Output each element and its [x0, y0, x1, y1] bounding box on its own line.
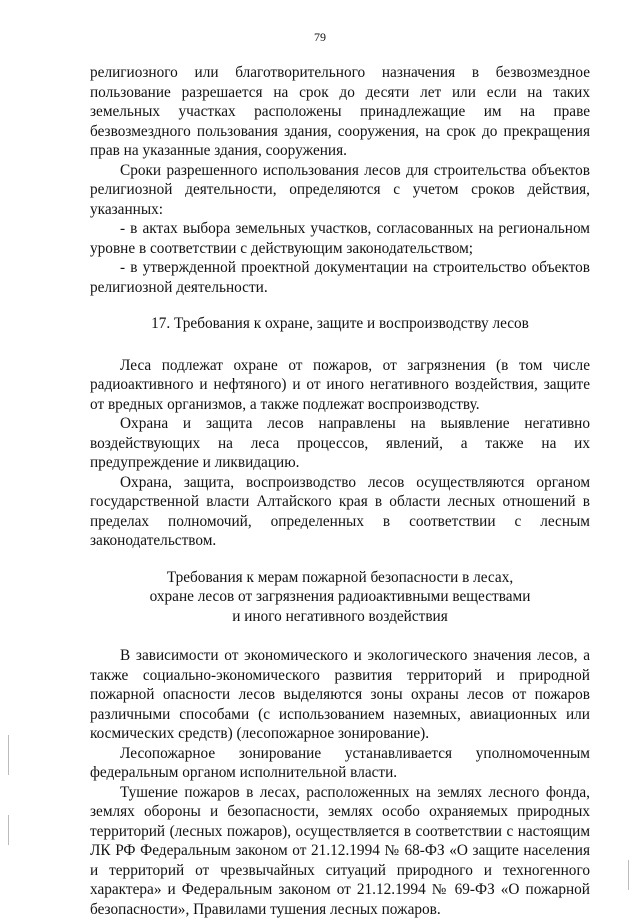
list-item: - в актах выбора земельных участков, согласованных на региональном уровне в соответствии с действующим законодательством;	[90, 219, 590, 258]
paragraph: Охрана и защита лесов направлены на выявление негативно воздействующих на леса процессов, явлений, а также на их предупреждение и ликвидацию.	[90, 414, 590, 473]
scan-artifact	[8, 815, 9, 845]
paragraph: Леса подлежат охране от пожаров, от загрязнения (в том числе радиоактивного и нефтяного) и от иного негативного воздействия, защите от вредных организмов, а также подлежат воспроизводству.	[90, 356, 590, 415]
page-number: 79	[0, 30, 640, 45]
heading-line: и иного негативного воздействия	[90, 607, 590, 627]
paragraph: Сроки разрешенного использования лесов для строительства объектов религиозной деятельности, определяются с учетом сроков действия, указанных:	[90, 161, 590, 220]
heading-line: Требования к мерам пожарной безопасности в лесах,	[90, 568, 590, 588]
paragraph: религиозного или благотворительного назначения в безвозмездное пользование разрешается на срок до десяти лет или если на таких земельных участках расположены принадлежащие им на праве безвозмездного пользования здания, сооружения, на срок до прекращения прав на указанные здания, сооружения.	[90, 63, 590, 161]
paragraph: Охрана, защита, воспроизводство лесов осуществляются органом государственной власти Алтайского края в области лесных отношений в пределах полномочий, определенных в соответствии с лесным законодательством.	[90, 473, 590, 551]
section-heading: 17. Требования к охране, защите и воспроизводству лесов	[90, 314, 590, 334]
paragraph: Лесопожарное зонирование устанавливается уполномоченным федеральным органом исполнительной власти.	[90, 744, 590, 783]
document-body	[90, 63, 590, 919]
paragraph: В зависимости от экономического и экологического значения лесов, а также социально-экономического развития территорий и природной пожарной опасности лесов выделяются зоны охраны лесов от пожаров различными способами (с использованием наземных, авиационных или космических средств) (лесопожарное зонирование).	[90, 646, 590, 744]
scan-artifact	[8, 735, 9, 775]
subsection-heading	[90, 568, 590, 627]
scan-artifact	[628, 860, 629, 890]
paragraph: Тушение пожаров в лесах, расположенных на землях лесного фонда, землях обороны и безопасности, землях особо охраняемых природных территорий (лесных пожаров), осуществляется в соответствии с настоящим ЛК РФ Федеральным законом от 21.12.1994 № 68-ФЗ «О защите населения и территорий от чрезвычайных ситуаций природного и техногенного характера» и Федеральным законом от 21.12.1994 № 69-ФЗ «О пожарной безопасности», Правилами тушения лесных пожаров.	[90, 783, 590, 919]
heading-line: охране лесов от загрязнения радиоактивными веществами	[90, 587, 590, 607]
list-item: - в утвержденной проектной документации на строительство объектов религиозной деятельности.	[90, 258, 590, 297]
